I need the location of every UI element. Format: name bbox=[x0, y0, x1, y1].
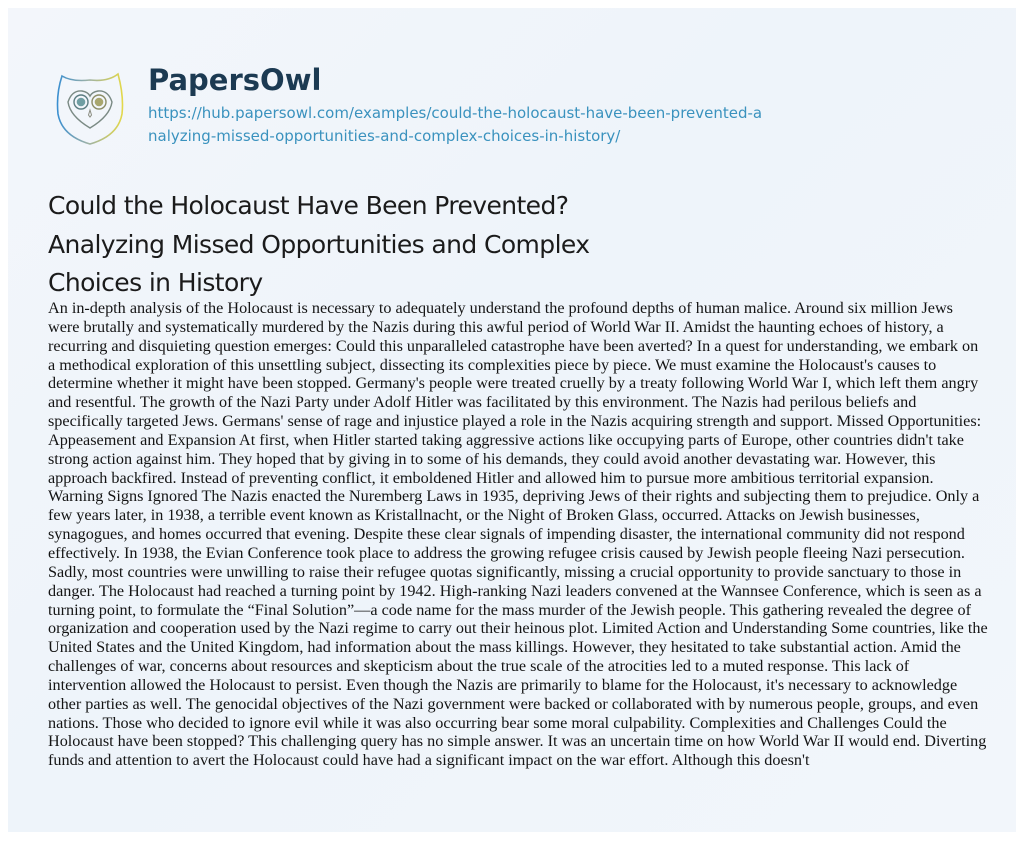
article-body: An in-depth analysis of the Holocaust is necessary to adequately understand the profound depths of human malice. Around six million Jews were brutally and systematically murdered by the Nazis during this awful period of World War II. Amidst the haunting echoes of history, a recurring and disquieting question emerges: Could this unparalleled catastrophe have been averted? In a quest for understanding, we embark on a methodical exploration of this unsettling subject, dissecting its complexities piece by piece. We must examine the Holocaust's causes to determine whether it might have been stopped. Germany's people were treated cruelly by a treaty following World War I, which left them angry and resentful. The growth of the Nazi Party under Adolf Hitler was facilitated by this environment. The Nazis had perilous beliefs and specifically targeted Jews. Germans' sense of rage and injustice played a role in the Nazis acquiring strength and support. Missed Opportunities: Appeasement and Expansion At first, when Hitler started taking aggressive actions like occupying parts of Europe, other countries didn't take strong action against him. They hoped that by giving in to some of his demands, they could avoid another devastating war. However, this approach backfired. Instead of preventing conflict, it emboldened Hitler and allowed him to pursue more ambitious territorial expansion. Warning Signs Ignored The Nazis enacted the Nuremberg Laws in 1935, depriving Jews of their rights and subjecting them to prejudice. Only a few years later, in 1938, a terrible event known as Kristallnacht, or the Night of Broken Glass, occurred. Attacks on Jewish businesses, synagogues, and homes occurred that evening. Despite these clear signals of impending disaster, the international community did not respond effectively. In 1938, the Evian Conference took place to address the growing refugee crisis caused by Jewish people fleeing Nazi persecution. Sadly, most countries were unwilling to raise their refugee quotas significantly, missing a crucial opportunity to provide sanctuary to those in danger. The Holocaust had reached a turning point by 1942. High-ranking Nazi leaders convened at the Wannsee Conference, which is seen as a turning point, to formulate the “Final Solution”—a code name for the mass murder of the Jewish people. This gathering revealed the degree of organization and cooperation used by the Nazi regime to carry out their heinous plot. Limited Action and Understanding Some countries, like the United States and the United Kingdom, had information about the mass killings. However, they hesitated to take substantial action. Amid the challenges of war, concerns about resources and skepticism about the true scale of the atrocities led to a muted response. This lack of intervention allowed the Holocaust to persist. Even though the Nazis are primarily to blame for the Holocaust, it's necessary to acknowledge other parties as well. The genocidal objectives of the Nazi government were backed or collaborated with by numerous people, groups, and even nations. Those who decided to ignore evil while it was also occurring bear some moral culpability. Complexities and Challenges Could the Holocaust have been stopped? This challenging query has no simple answer. It was an uncertain time on how World War II would end. Diverting funds and attention to avert the Holocaust could have had a significant impact on the war effort. Although this doesn't bbox=[48, 299, 988, 770]
brand-block bbox=[148, 60, 768, 148]
article-title: Could the Holocaust Have Been Prevented? Analyzing Missed Opportunities and Complex Choices in History bbox=[48, 191, 590, 297]
brand-name: PapersOwl bbox=[148, 63, 322, 97]
source-url-link[interactable]: https://hub.papersowl.com/examples/could-the-holocaust-have-been-prevented-analyzing-missed-opportunities-and-complex-choices-in-history/ bbox=[148, 104, 763, 145]
site-header bbox=[50, 60, 768, 148]
owl-logo-icon bbox=[50, 66, 130, 146]
